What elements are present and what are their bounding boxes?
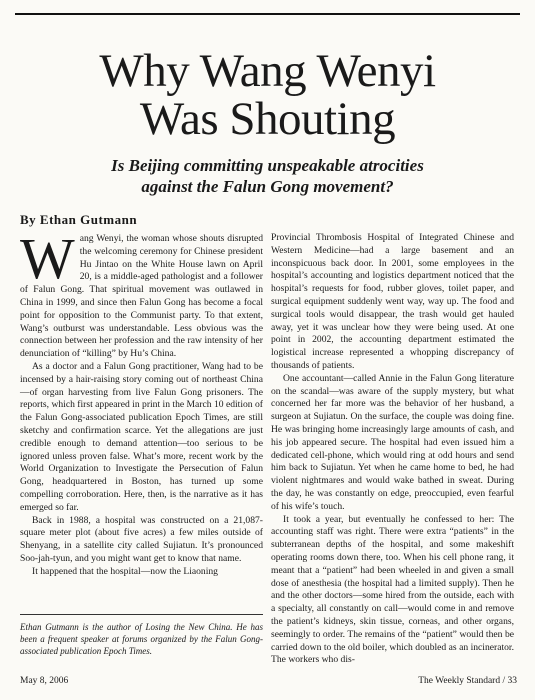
paragraph-1-text: ang Wenyi, the woman whose shouts disrupted the welcoming ceremony for Chinese president Hu Jintao on the White House lawn on April 20, is a middle-aged pathologist and a follower of Falun Gong. That spiritual movement was outlawed in China in 1999, and since then Falun Gong has become a focal point for opposition to the Communist party. To that extent, Wang’s outburst was understandable. Less obvious was the connection between her profession and the raw intensity of her denunciation of “killing” by Hu’s China. — [20, 233, 263, 360]
left-column — [20, 226, 263, 579]
deck — [40, 155, 495, 197]
paragraph-4: It happened that the hospital—now the Liaoning — [32, 565, 218, 577]
paragraph-2: As a doctor and a Falun Gong practitioner, Wang had to be incensed by a hair-raising story coming out of northeast China—of organ harvesting from live Falun Gong prisoners. The reports, which first appeared in print in the March 10 edition of the Falun Gong-associated publication Epoch Times, are still sketchy and confirmation scarce. Yet the allegations are just credible enough to demand attention—too serious to be ignored unless proven false. What’s more, recent work by the World Organization to Investigate the Persecution of Falun Gong, headquartered in Boston, has turned up some compelling corroboration. Here, then, is the narrative as it has emerged so far. — [20, 360, 263, 513]
right-column — [271, 232, 514, 667]
byline: By Ethan Gutmann — [20, 212, 138, 227]
paragraph-3: Back in 1988, a hospital was constructed on a 21,087-square meter plot (about five acres) a few miles outside of Shenyang, in a satellite city called Sujiatun. It’s pronounced Soo-jah-tyun, and you might want get to know that name. — [20, 514, 263, 564]
top-rule — [15, 13, 520, 15]
headline-line-1: Why Wang Wenyi — [99, 45, 436, 97]
deck-line-1: Is Beijing committing unspeakable atrocities — [111, 156, 424, 175]
paragraph-6: One accountant—called Annie in the Falun Gong literature on the scandal—was aware of the supply mystery, but what concerned her far more was the behavior of her husband, a surgeon at Sujiatun. On the surface, the couple was doing fine. He was bringing home increasingly large amounts of cash, and his job appeared secure. The hospital had even issued him a dedicated cell-phone, which would ring at odd hours and send him back to Sujiatun. Yet when he came home to bed, he had violent nightmares and would wake bathed in sweat. During the day, he was constantly on edge, preoccupied, even fearful of his wife’s touch. — [271, 372, 514, 512]
bio-divider — [20, 614, 263, 615]
headline — [0, 47, 535, 143]
paragraph-5: Provincial Thrombosis Hospital of Integrated Chinese and Western Medicine—had a large basement and an inconspicuous back door. In 2001, some employees in the hospital’s accounting and logistics department noticed that the hospital’s requests for food, rubber gloves, toilet paper, and surgical equipment suddenly went way, way up. The food and surgical tools would disappear, the trash would get hauled away, yet it was unclear how they were being used. At one point in 2002, the accounting department estimated the logistical increase represented a whopping discrepancy of thousands of patients. — [271, 232, 514, 371]
footer-publication-page: The Weekly Standard / 33 — [418, 676, 517, 686]
headline-line-2: Was Shouting — [139, 93, 396, 145]
paragraph-7: It took a year, but eventually he confessed to her: The accounting staff was right. There were extra “patients” in the subterranean depths of the hospital, and some makeshift operating rooms down there, too. When his cell phone rang, it meant that a “patient” had been wheeled in and given a small dose of anesthesia (the hospital had a limited supply). Then he and the other doctors—some hired from the outside, each with a specialty, all constantly on call—would come in and remove the patient’s kidneys, skin tissue, corneas, and other organs, seemingly to order. The remains of the “patient” would then be carried down to the old boiler, which doubled as an incinerator. The workers who dis- — [271, 513, 514, 666]
drop-cap: W — [20, 226, 75, 291]
author-bio: Ethan Gutmann is the author of Losing the New China. He has been a frequent speaker at forums organized by the Falun Gong-associated publication Epoch Times. — [20, 622, 263, 656]
deck-line-2: against the Falun Gong movement? — [141, 177, 394, 196]
paragraph-1 — [20, 226, 263, 361]
footer-date: May 8, 2006 — [20, 676, 69, 686]
